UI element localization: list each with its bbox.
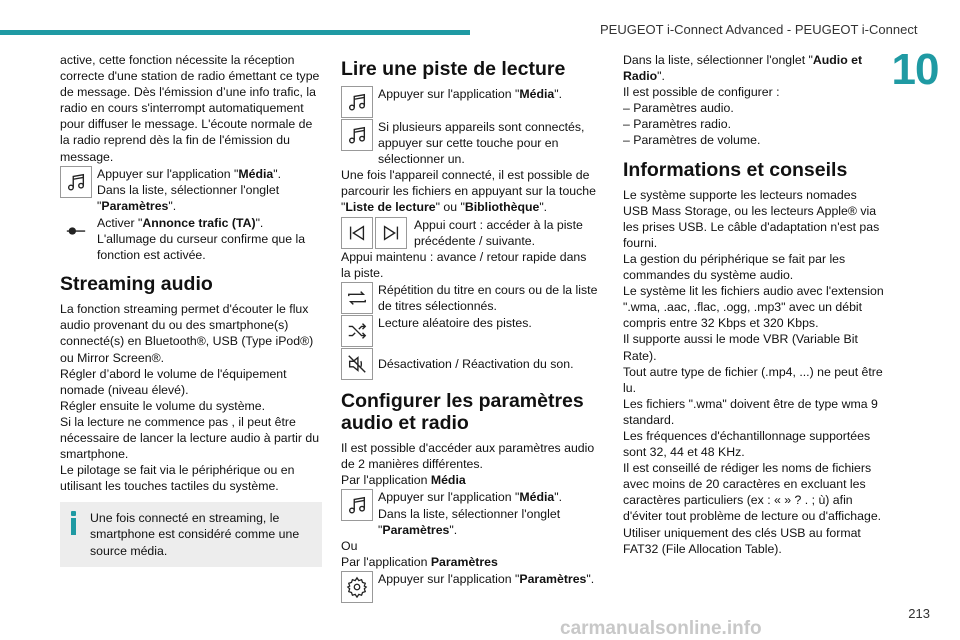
step-prev-next xyxy=(341,217,599,249)
chapter-number: 10 xyxy=(891,45,939,94)
step-media xyxy=(60,166,322,214)
list-item: – Paramètres de volume. xyxy=(623,133,761,148)
info-paragraph-4: Il supporte aussi le mode VBR (Variable Bit Rate). xyxy=(623,332,858,363)
configure-heading: Configurer les paramètres audio et radio xyxy=(341,390,584,435)
s4b-text: Appui maintenu : avance / retour rapide dans la piste. xyxy=(341,249,587,280)
s3-text: Une fois l'appareil connecté, il est possible de parcourir les fichiers en appuyant sur la touche " xyxy=(341,168,596,215)
toggle-switch-icon xyxy=(60,215,92,247)
step-select-device xyxy=(341,119,599,167)
c6-post: ". xyxy=(586,571,595,586)
s5-text: Répétition du titre en cours ou de la liste de titres sélectionnés. xyxy=(378,282,598,314)
info-paragraph-9: Utiliser uniquement des clés USB au format FAT32 (File Allocation Table). xyxy=(623,525,861,556)
c6-bold: Paramètres xyxy=(519,571,587,586)
s7-text: Désactivation / Réactivation du son. xyxy=(378,357,574,372)
step1-text: Appuyer sur l'application " xyxy=(97,166,239,181)
c3-bold: Média xyxy=(519,490,555,505)
page-number: 213 xyxy=(908,606,930,621)
mute-icon xyxy=(341,348,373,380)
list-item: – Paramètres radio. xyxy=(623,117,731,132)
streaming-heading: Streaming audio xyxy=(60,273,213,296)
s3-bold1: Liste de lecture xyxy=(345,200,436,215)
info-paragraph-6: Les fichiers ".wma" doivent être de type wma 9 standard. xyxy=(623,396,878,427)
s3-post: ". xyxy=(539,200,548,215)
music-note-icon xyxy=(341,119,373,151)
c3b-text: Dans la liste, sélectionner l'onglet " xyxy=(378,506,561,537)
step2-bold: Annonce trafic (TA) xyxy=(142,215,256,230)
step-repeat xyxy=(341,282,599,314)
c1-text: Il est possible d'accéder aux paramètres audio de 2 manières différentes. xyxy=(341,441,595,472)
c4-text: Ou xyxy=(341,538,358,553)
c3b-bold: Paramètres xyxy=(382,522,450,537)
info-paragraph-7: Les fréquences d'échantillonnage supportées sont 32, 44 et 48 KHz. xyxy=(623,428,871,460)
p2-text: Il est possible de configurer : xyxy=(623,85,780,100)
c3-text: Appuyer sur l'application " xyxy=(378,490,520,505)
c3-post: ". xyxy=(554,490,563,505)
header-accent-bar xyxy=(0,30,470,35)
intro-paragraph: active, cette fonction nécessite la réception correcte d'une station de radio émettant ce type de message. Dès l'émission d’une info trafic, la radio en cours s'interrompt automatiquement pour diffuser le message. L'écoute normale de la radio reprend dès la fin de l'émission du message. xyxy=(60,53,320,164)
column-3 xyxy=(623,52,885,557)
step1-bold: Média xyxy=(238,166,274,181)
p1-post: ". xyxy=(657,69,665,84)
s3-bold2: Bibliothèque xyxy=(464,200,540,215)
header-title: PEUGEOT i-Connect Advanced - PEUGEOT i-Connect xyxy=(600,22,918,37)
music-note-icon xyxy=(341,489,373,521)
s1-bold: Média xyxy=(519,87,555,101)
info-paragraph-3: Le système lit les fichiers audio avec l'extension ".wma, .aac, .flac, .ogg, .mp3" avec un débit compris entre 32 Kbps et 320 Kbps. xyxy=(623,284,884,331)
info-note xyxy=(60,502,322,566)
skip-previous-icon xyxy=(341,217,373,249)
step2b-text: L'allumage du curseur confirme que la fonction est activée. xyxy=(97,232,306,263)
s6-text: Lecture aléatoire des pistes. xyxy=(378,316,532,331)
streaming-paragraph-5: Le pilotage se fait via le périphérique ou en utilisant les touches tactiles du système. xyxy=(60,463,295,494)
c2-text: Par l'application xyxy=(341,473,431,488)
s1-text: Appuyer sur l'application " xyxy=(378,87,520,101)
streaming-paragraph-4: Si la lecture ne commence pas , il peut être nécessaire de lancer la lecture audio à partir du smartphone. xyxy=(60,414,320,462)
info-heading: Informations et conseils xyxy=(623,158,848,181)
shuffle-icon xyxy=(341,315,373,347)
info-paragraph-5: Tout autre type de fichier (.mp4, ...) ne peut être lu. xyxy=(623,364,883,395)
streaming-paragraph-1: La fonction streaming permet d'écouter le flux audio provenant du ou des smartphone(s) connecté(s) en Bluetooth®, USB (Type iPod®) ou Mirror Screen®. xyxy=(60,302,314,365)
step-mute xyxy=(341,348,599,380)
c2-bold: Média xyxy=(430,473,466,488)
read-track-heading: Lire une piste de lecture xyxy=(341,58,566,80)
settings-gear-icon xyxy=(341,571,373,603)
step1b-post: ". xyxy=(168,198,177,213)
step1b-text: Dans la liste, sélectionner l'onglet " xyxy=(97,182,280,213)
s3-mid: " ou " xyxy=(435,200,465,215)
s1-post: ". xyxy=(554,87,563,101)
step-shuffle xyxy=(341,315,599,347)
music-note-icon xyxy=(60,166,92,198)
streaming-paragraph-2: Régler d’abord le volume de l'équipement nomade (niveau élevé). xyxy=(60,366,287,397)
list-item: – Paramètres audio. xyxy=(623,101,734,116)
p1-bold: Audio et Radio xyxy=(623,53,863,84)
music-note-icon xyxy=(341,86,373,118)
step2-post: ". xyxy=(255,215,264,230)
column-1 xyxy=(60,52,322,567)
step-settings xyxy=(341,571,599,603)
skip-next-icon xyxy=(375,217,407,249)
info-icon xyxy=(68,511,78,535)
step1b-bold: Paramètres xyxy=(101,198,169,213)
info-paragraph-1: Le système supporte les lecteurs nomades USB Mass Storage, ou les lecteurs Apple® via les prises USB. Le câble d'adaptation n'est pas fourni. xyxy=(623,187,880,250)
step-media-3 xyxy=(341,489,599,537)
info-paragraph-8: Il est conseillé de rédiger les noms de fichiers avec moins de 20 caractères en excluant les caractères particuliers (ex : « » ? . ; ù) afin d'éviter tout problème de lecture ou d'affichage. xyxy=(623,461,882,524)
s4-text: Appui court : accéder à la piste précédente / suivante. xyxy=(414,217,583,248)
info-paragraph-2: La gestion du périphérique se fait par les commandes du système audio. xyxy=(623,251,846,283)
c3b-post: ". xyxy=(449,522,458,537)
c5-text: Par l'application xyxy=(341,554,431,569)
step-media-2 xyxy=(341,86,599,118)
column-2 xyxy=(341,52,599,603)
p1-text: Dans la liste, sélectionner l'onglet " xyxy=(623,53,813,67)
step-toggle xyxy=(60,215,322,263)
step1-post: ". xyxy=(273,166,282,181)
c6-text: Appuyer sur l'application " xyxy=(378,571,520,586)
watermark: carmanualsonline.info xyxy=(560,618,762,639)
streaming-paragraph-3: Régler ensuite le volume du système. xyxy=(60,398,266,413)
s2-text: Si plusieurs appareils sont connectés, appuyer sur cette touche pour en sélectionner un. xyxy=(378,120,585,167)
c5-bold: Paramètres xyxy=(430,554,498,569)
info-note-text: Une fois connecté en streaming, le smartphone est considéré comme une source média. xyxy=(90,511,300,558)
repeat-icon xyxy=(341,282,373,314)
step2-text: Activer " xyxy=(97,215,143,230)
